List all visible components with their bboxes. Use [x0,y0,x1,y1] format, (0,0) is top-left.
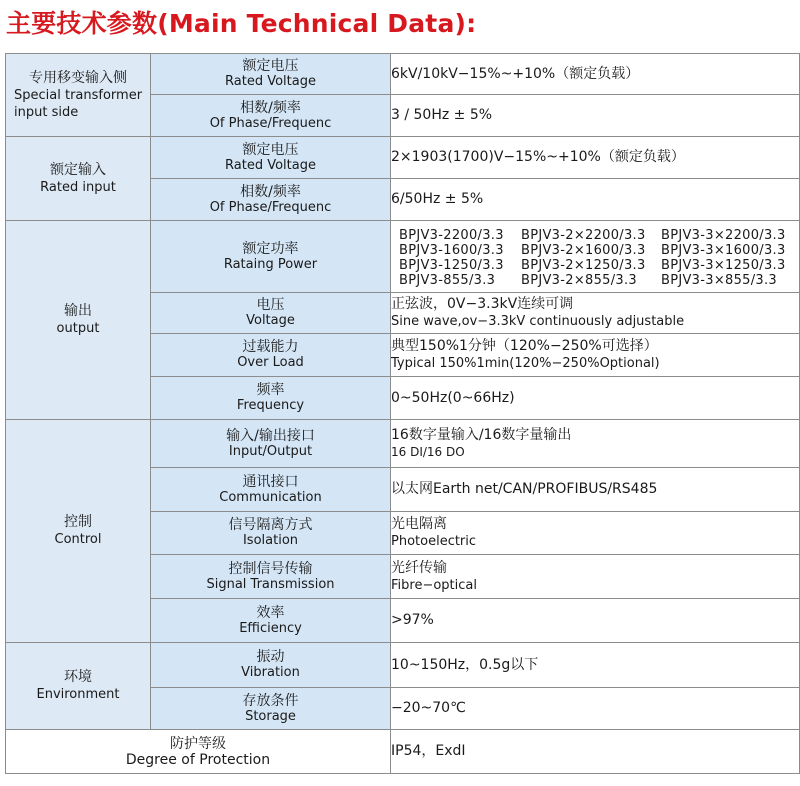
param-voltage: 电压 Voltage [151,293,391,334]
model-item: BPJV3-2200/3.3 [399,227,504,243]
category-input-side: 专用移变输入侧 Special transformer input side [6,54,151,137]
param-input-output: 输入/输出接口 Input/Output [151,420,391,468]
page-title: 主要技术参数(Main Technical Data): [6,9,477,38]
value-voltage: 正弦波，0V−3.3kV连续可调 Sine wave,ov−3.3kV continuously adjustable [391,293,800,334]
model-item: BPJV3-3×855/3.3 [661,272,777,288]
table-row [6,420,800,468]
param-signal-transmission: 控制信号传输 Signal Transmission [151,555,391,599]
param-storage: 存放条件 Storage [151,688,391,730]
model-item: BPJV3-3×2200/3.3 [661,227,786,243]
model-item: BPJV3-1250/3.3 [399,257,504,273]
table-row [6,643,800,688]
model-item: BPJV3-3×1600/3.3 [661,242,786,258]
value-phase-frequency-2: 6/50Hz ± 5% [391,179,800,221]
value-rated-voltage-2: 2×1903(1700)V−15%~+10%（额定负载） [391,137,800,179]
param-over-load: 过载能力 Over Load [151,334,391,377]
model-list [399,226,799,288]
value-signal-transmission: 光纤传输 Fibre−optical [391,555,800,599]
value-rated-voltage: 6kV/10kV−15%~+10%（额定负载） [391,54,800,95]
value-vibration: 10~150Hz，0.5g以下 [391,643,800,688]
param-frequency: 频率 Frequency [151,377,391,420]
value-isolation: 光电隔离 Photoelectric [391,512,800,555]
param-rated-voltage-2: 额定电压 Rated Voltage [151,137,391,179]
param-phase-frequency: 相数/频率 Of Phase/Frequenc [151,95,391,137]
param-communication: 通讯接口 Communication [151,468,391,512]
table-row [6,730,800,774]
value-storage: −20~70℃ [391,688,800,730]
table-row [6,221,800,293]
value-input-output: 16数字量输入/16数字量输出 16 DI/16 DO [391,420,800,468]
value-rating-power [391,221,800,293]
value-frequency: 0~50Hz(0~66Hz) [391,377,800,420]
param-degree-of-protection: 防护等级 Degree of Protection [6,730,391,774]
category-output: 输出 output [6,221,151,420]
param-isolation: 信号隔离方式 Isolation [151,512,391,555]
param-rated-voltage: 额定电压 Rated Voltage [151,54,391,95]
model-item: BPJV3-2×1250/3.3 [521,257,646,273]
value-degree-of-protection: IP54，ExdI [391,730,800,774]
table-row [6,137,800,179]
model-item: BPJV3-2×855/3.3 [521,272,637,288]
value-over-load: 典型150%1分钟（120%−250%可选择） Typical 150%1min(120%−250%Optional) [391,334,800,377]
value-phase-frequency: 3 / 50Hz ± 5% [391,95,800,137]
param-rating-power: 额定功率 Rataing Power [151,221,391,293]
model-item: BPJV3-3×1250/3.3 [661,257,786,273]
param-phase-frequency-2: 相数/频率 Of Phase/Frequenc [151,179,391,221]
model-item: BPJV3-855/3.3 [399,272,496,288]
category-rated-input: 额定输入 Rated input [6,137,151,221]
category-control: 控制 Control [6,420,151,643]
param-vibration: 振动 Vibration [151,643,391,688]
param-efficiency: 效率 Efficiency [151,599,391,643]
table-row [6,54,800,95]
value-communication: 以太网Earth net/CAN/PROFIBUS/RS485 [391,468,800,512]
technical-data-table [5,53,800,774]
value-efficiency: >97% [391,599,800,643]
category-environment: 环境 Environment [6,643,151,730]
model-item: BPJV3-2×1600/3.3 [521,242,646,258]
model-item: BPJV3-1600/3.3 [399,242,504,258]
model-item: BPJV3-2×2200/3.3 [521,227,646,243]
